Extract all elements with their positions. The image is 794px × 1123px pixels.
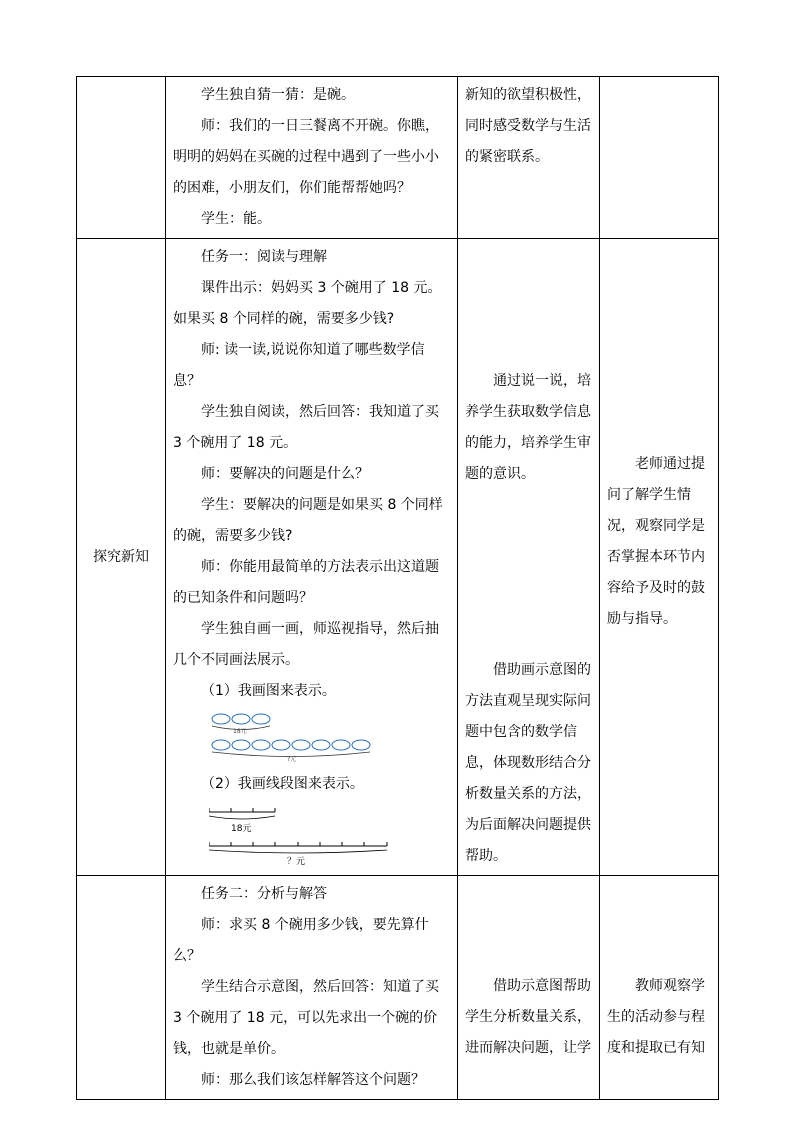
process-paragraph: （2）我画线段图来表示。 [201, 776, 364, 792]
process-cell [166, 77, 458, 239]
process-paragraph: 课件出示：妈妈买 3 个碗用了 18 元。如果买 8 个同样的碗，需要多少钱? [173, 280, 442, 327]
evaluation-cell [600, 876, 719, 1100]
process-paragraph: （1）我画图来表示。 [201, 683, 336, 699]
line-segment-diagram [209, 804, 409, 868]
bowl-picture-diagram [209, 711, 399, 767]
process-paragraph: 师：那么我们该怎样解答这个问题？ [201, 1072, 425, 1088]
lesson-plan-table [76, 76, 719, 1100]
table-row [77, 876, 719, 1100]
table-row [77, 239, 719, 876]
diagram-label-bottom: ?元 [287, 756, 297, 763]
intent-cell [458, 239, 600, 876]
stage-cell: 探究新知 [77, 239, 166, 876]
evaluation-cell [600, 239, 719, 876]
intent-text: 新知的欲望积极性，同时感受数学与生活的紧密联系。 [465, 87, 591, 165]
intent-cell [458, 876, 600, 1100]
intent-cell [458, 77, 600, 239]
process-paragraph: 学生：要解决的问题是如果买 8 个同样的碗，需要多少钱? [173, 497, 443, 544]
evaluation-text: 教师观察学生的活动参与程度和提取已有知 [607, 978, 705, 1056]
process-paragraph: 任务一：阅读与理解 [201, 249, 327, 265]
stage-cell-empty [77, 77, 166, 239]
intent-text-1: 通过说一说，培养学生获取数学信息的能力，培养学生审题的意识。 [465, 373, 591, 482]
table-row [77, 77, 719, 239]
intent-text: 借助示意图帮助学生分析数量关系，进而解决问题，让学 [465, 978, 591, 1056]
process-paragraph: 学生独自猜一猜：是碗。 [201, 87, 355, 103]
stage-cell-empty [77, 876, 166, 1100]
process-paragraph: 师: 读一读,说说你知道了哪些数学信息？ [173, 342, 425, 389]
process-paragraph: 任务二：分析与解答 [201, 886, 327, 902]
process-cell [166, 239, 458, 876]
line-diagram-label-top: 18元 [231, 824, 252, 834]
process-paragraph: 学生结合示意图，然后回答：知道了买 3 个碗用了 18 元，可以先求出一个碗的价钱，也就是单价。 [173, 979, 439, 1057]
intent-text-2: 借助画示意图的方法直观呈现实际问题中包含的数学信息，体现数形结合分析数量关系的方法，为后面解决问题提供帮助。 [465, 662, 591, 864]
process-paragraph: 学生独自阅读，然后回答：我知道了买 3 个碗用了 18 元。 [173, 404, 439, 451]
process-paragraph: 师：要解决的问题是什么？ [201, 466, 369, 482]
process-paragraph: 师：我们的一日三餐离不开碗。你瞧，明明的妈妈在买碗的过程中遇到了一些小小的困难，小朋友们，你们能帮帮她吗？ [173, 118, 439, 196]
diagram-label-top: 18元 [233, 728, 247, 735]
process-paragraph: 师：求买 8 个碗用多少钱，要先算什么？ [173, 917, 429, 964]
line-diagram-label-bottom: ？元 [287, 857, 306, 867]
process-paragraph: 学生：能。 [201, 211, 271, 227]
process-paragraph: 学生独自画一画，师巡视指导，然后抽几个不同画法展示。 [173, 621, 439, 668]
process-cell [166, 876, 458, 1100]
evaluation-cell [600, 77, 719, 239]
evaluation-text: 老师通过提问了解学生情况，观察同学是否掌握本环节内容给予及时的鼓励与指导。 [607, 456, 705, 627]
process-paragraph: 师：你能用最简单的方法表示出这道题的已知条件和问题吗？ [173, 559, 439, 606]
